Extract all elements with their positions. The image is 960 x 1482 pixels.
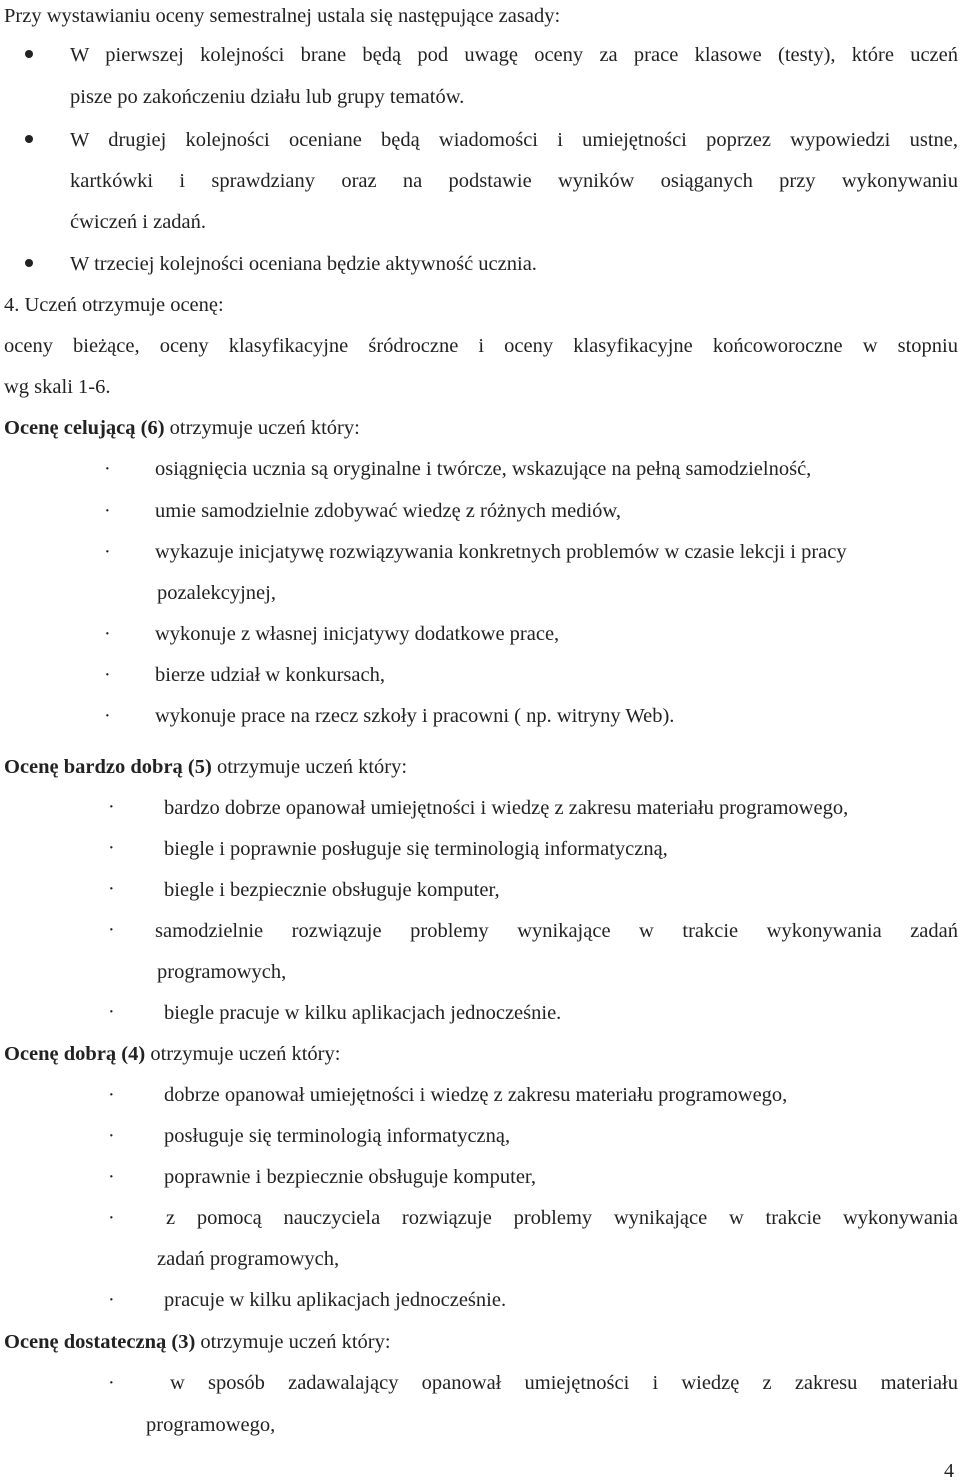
grade-6-suffix: otrzymuje uczeń który: — [164, 417, 360, 439]
grade-4-title: Ocenę dobrą (4) — [4, 1043, 146, 1065]
dot-bullet-icon: · — [108, 1207, 115, 1229]
rule-3-line-1: W trzeciej kolejności oceniana będzie aktywność ucznia. — [70, 253, 537, 275]
dot-bullet-icon: · — [108, 1372, 115, 1394]
dot-bullet-icon: · — [108, 1084, 115, 1106]
section-4-line-2: wg skali 1-6. — [4, 376, 111, 398]
page-number: 4 — [944, 1460, 954, 1482]
grade-3-heading — [4, 1329, 391, 1355]
grade-3-title: Ocenę dostateczną (3) — [4, 1331, 196, 1353]
rule-1-line-2: pisze po zakończeniu działu lub grupy tematów. — [70, 86, 465, 108]
dot-bullet-icon: · — [108, 1001, 115, 1023]
dot-bullet-icon: · — [104, 664, 111, 686]
dot-bullet-icon: · — [104, 705, 111, 727]
dot-bullet-icon: · — [108, 796, 115, 818]
rule-2-line-3: ćwiczeń i zadań. — [70, 211, 207, 233]
dot-bullet-icon: · — [104, 500, 111, 522]
dot-bullet-icon: · — [108, 1166, 115, 1188]
grade-5-heading — [4, 754, 407, 780]
bullet-icon — [25, 259, 33, 267]
section-4-heading: 4. Uczeń otrzymuje ocenę: — [4, 294, 224, 316]
grade-6-item-6: wykonuje prace na rzecz szkoły i pracowni ( np. witryny Web). — [155, 705, 675, 727]
grade-3-suffix: otrzymuje uczeń który: — [195, 1331, 391, 1353]
grade-6-item-3-cont: pozalekcyjnej, — [157, 582, 276, 604]
grade-5-item-4-cont: programowych, — [157, 961, 287, 983]
section-4-line-1: oceny bieżące, oceny klasyfikacyjne śródroczne i oceny klasyfikacyjne końcoworoczne w stopniu — [4, 335, 958, 357]
grade-6-item-3: wykazuje inicjatywę rozwiązywania konkretnych problemów w czasie lekcji i pracy — [155, 541, 847, 563]
grade-5-suffix: otrzymuje uczeń który: — [211, 756, 408, 778]
grade-5-item-3: biegle i bezpiecznie obsługuje komputer, — [164, 879, 500, 901]
dot-bullet-icon: · — [104, 458, 111, 480]
bullet-icon — [25, 50, 33, 58]
grade-4-item-4: z pomocą nauczyciela rozwiązuje problemy wynikające w trakcie wykonywania — [166, 1207, 958, 1229]
grade-4-item-3: poprawnie i bezpiecznie obsługuje komputer, — [164, 1166, 537, 1188]
grade-5-item-4: samodzielnie rozwiązuje problemy wynikające w trakcie wykonywania zadań — [155, 920, 958, 942]
rule-2-line-1: W drugiej kolejności oceniane będą wiadomości i umiejętności poprzez wypowiedzi ustne, — [70, 129, 958, 151]
grade-3-item-1-cont: programowego, — [146, 1414, 276, 1436]
grade-5-item-2: biegle i poprawnie posługuje się terminologią informatyczną, — [164, 838, 668, 860]
dot-bullet-icon: · — [108, 919, 115, 941]
grade-4-item-5: pracuje w kilku aplikacjach jednocześnie. — [164, 1289, 507, 1311]
grade-6-item-2: umie samodzielnie zdobywać wiedzę z różnych mediów, — [155, 500, 622, 522]
grade-4-heading — [4, 1041, 340, 1067]
dot-bullet-icon: · — [108, 837, 115, 859]
grade-6-heading — [4, 415, 360, 441]
grade-4-suffix: otrzymuje uczeń który: — [145, 1043, 341, 1065]
dot-bullet-icon: · — [104, 623, 111, 645]
rule-2-line-2: kartkówki i sprawdziany oraz na podstawie wyników osiąganych przy wykonywaniu — [70, 170, 958, 192]
dot-bullet-icon: · — [108, 1125, 115, 1147]
grade-6-item-5: bierze udział w konkursach, — [155, 664, 385, 686]
grade-5-title: Ocenę bardzo dobrą (5) — [4, 756, 212, 778]
intro-text: Przy wystawianiu oceny semestralnej ustala się następujące zasady: — [4, 5, 561, 27]
grade-5-item-1: bardzo dobrze opanował umiejętności i wiedzę z zakresu materiału programowego, — [164, 797, 849, 819]
grade-6-title: Ocenę celującą (6) — [4, 417, 165, 439]
grade-5-item-5: biegle pracuje w kilku aplikacjach jednocześnie. — [164, 1002, 562, 1024]
dot-bullet-icon: · — [104, 541, 111, 563]
dot-bullet-icon: · — [108, 878, 115, 900]
grade-3-item-1: w sposób zadawalający opanował umiejętności i wiedzę z zakresu materiału — [170, 1372, 958, 1394]
dot-bullet-icon: · — [108, 1289, 115, 1311]
grade-6-item-1: osiągnięcia ucznia są oryginalne i twórcze, wskazujące na pełną samodzielność, — [155, 458, 812, 480]
grade-4-item-2: posługuje się terminologią informatyczną, — [164, 1125, 511, 1147]
rule-1-line-1: W pierwszej kolejności brane będą pod uwagę oceny za prace klasowe (testy), które uczeń — [70, 44, 958, 66]
grade-4-item-1: dobrze opanował umiejętności i wiedzę z zakresu materiału programowego, — [164, 1084, 788, 1106]
grade-4-item-4-cont: zadań programowych, — [157, 1248, 340, 1270]
bullet-icon — [25, 135, 33, 143]
grade-6-item-4: wykonuje z własnej inicjatywy dodatkowe prace, — [155, 623, 560, 645]
